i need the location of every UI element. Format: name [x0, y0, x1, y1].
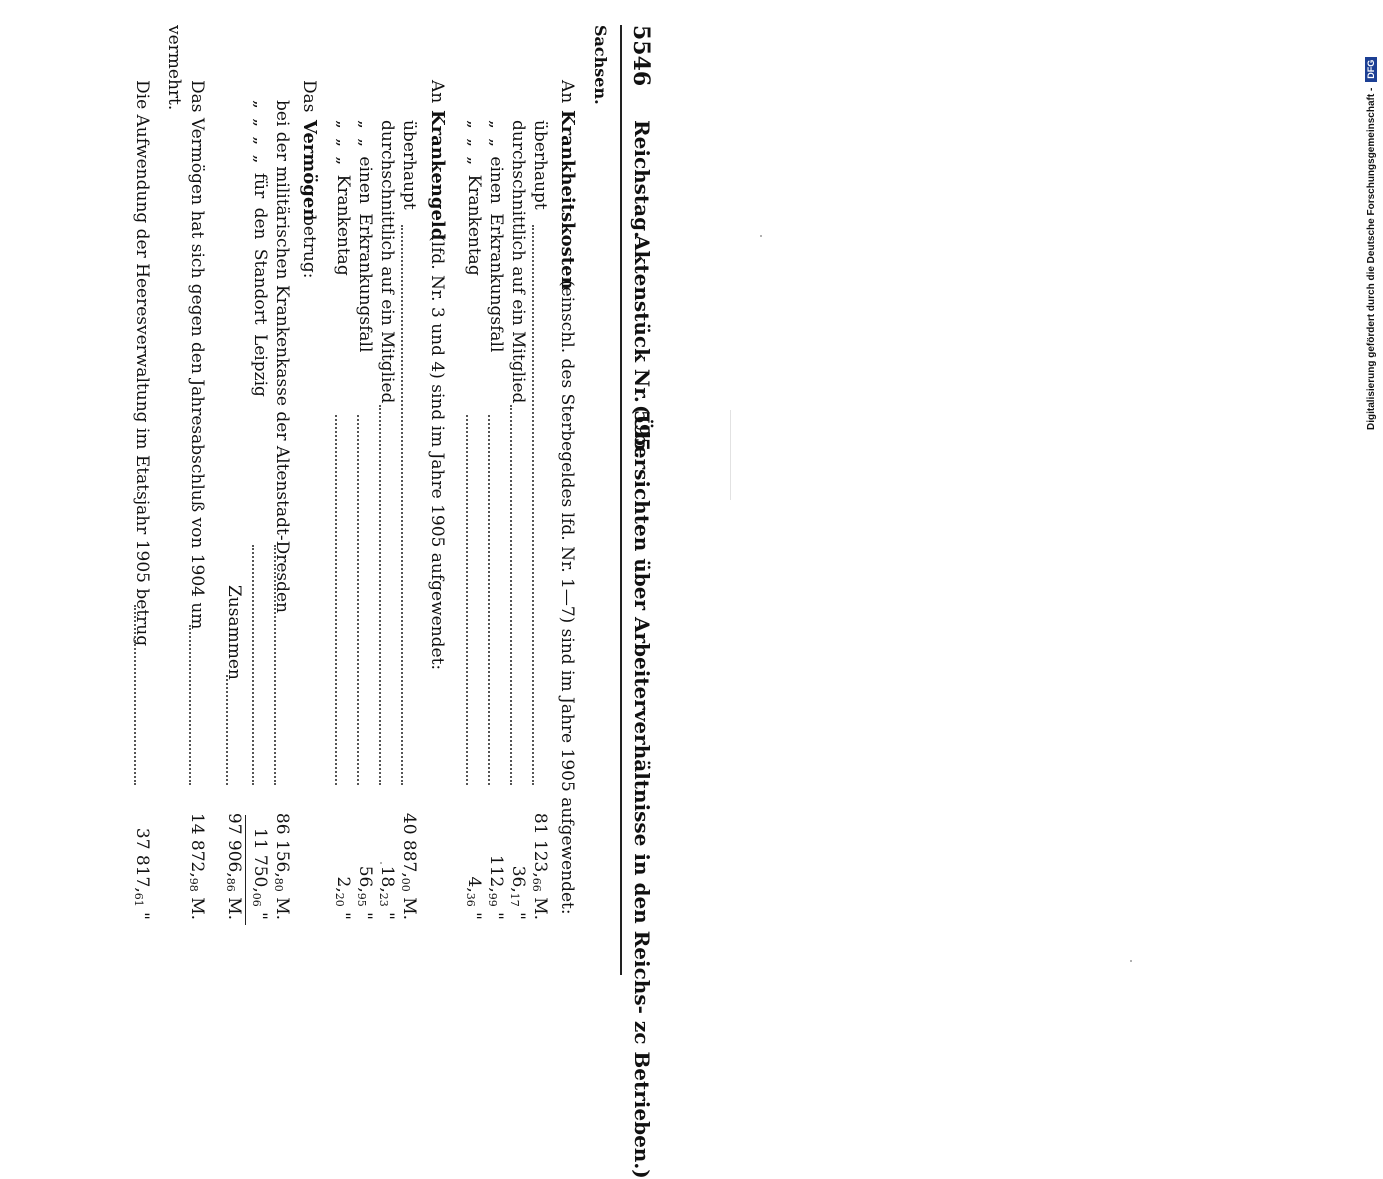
scan-speck: [380, 862, 382, 864]
closing-line-2-amount: 37 817,61 ": [132, 827, 152, 920]
document-page: [40, 25, 660, 1179]
krankheit-row-label: überhaupt: [530, 120, 550, 210]
krankengeld-row-label: „ „ „ Krankentag: [333, 120, 353, 276]
krankengeld-row-label: überhaupt: [399, 120, 419, 210]
krankengeld-row-label: durchschnittlich auf ein Mitglied: [377, 120, 397, 404]
krankheit-row-amount: 36,17 ": [508, 865, 528, 920]
closing-line-1: Das Vermögen hat sich gegen den Jahresabschluß von 1904 um: [187, 80, 207, 630]
leader-dots: [401, 225, 403, 785]
krankengeld-row-amount: 40 887,00 M.: [399, 812, 419, 920]
leader-dots: [357, 415, 359, 785]
running-title-reichstag: Reichstag.: [630, 120, 654, 239]
krankheit-row-label: „ „ „ Krankentag: [464, 120, 484, 276]
leader-dots: [488, 415, 490, 785]
closing-line-1-amount: 14 872,98 M.: [187, 812, 207, 920]
krankengeld-intro-bold: Krankengeld: [427, 110, 448, 241]
vermoegen-row-label: „ „ „ „ für den Standort Leipzig: [250, 100, 270, 397]
krankheit-row-amount: 81 123,66 M.: [530, 812, 550, 920]
leader-dots: [252, 545, 254, 785]
vermoegen-row-label: bei der militärischen Krankenkasse der Altenstadt-Dresden: [272, 100, 292, 614]
vermoegen-intro-bold: Vermögen: [299, 120, 320, 222]
page-number: 5546: [628, 25, 654, 87]
scan-artifact-line: [730, 410, 731, 500]
scan-speck: [760, 235, 762, 237]
vermoegen-total-amount: 97 906,86 M.: [224, 812, 244, 920]
credit-text: Digitalisierung gefördert durch die Deutsche Forschungsgemeinschaft -: [1365, 87, 1377, 430]
krankheit-row-amount: 4,36 ": [464, 876, 484, 920]
vermoegen-total-label: Zusammen: [224, 585, 244, 680]
leader-dots: [226, 675, 228, 785]
leader-dots: [274, 545, 276, 785]
leader-dots: [335, 415, 337, 785]
header-rule: [620, 25, 622, 975]
krankheit-row-label: „ „ einen Erkrankungsfall: [486, 120, 506, 353]
krankheit-intro-prefix: An: [557, 80, 577, 104]
krankheit-row-amount: 112,99 ": [486, 854, 506, 920]
running-title-aktenstueck: Aktenstück Nr. 595.: [630, 235, 654, 459]
closing-line-2: Die Aufwendung der Heeresverwaltung im Etatsjahr 1905 betrug: [132, 80, 152, 647]
leader-dots: [134, 605, 136, 785]
vermoegen-intro-prefix: Das: [299, 80, 319, 113]
krankheit-intro-bold: Krankheitskosten: [557, 110, 578, 290]
krankengeld-row-amount: 2,20 ": [333, 876, 353, 920]
leader-dots: [532, 225, 534, 785]
scan-speck: [1130, 960, 1132, 962]
leader-dots: [466, 415, 468, 785]
krankheit-row-label: durchschnittlich auf ein Mitglied: [508, 120, 528, 404]
vermoegen-row-amount: 11 750,06 ": [250, 827, 270, 920]
krankengeld-row-amount: 18,23 ": [377, 865, 397, 920]
closing-line-1-continuation: vermehrt.: [164, 25, 184, 111]
vermoegen-row-amount: 86 156,80 M.: [272, 812, 292, 920]
krankengeld-row-label: „ „ einen Erkrankungsfall: [355, 120, 375, 353]
krankengeld-intro-rest: (lfd. Nr. 3 und 4) sind im Jahre 1905 aufgewendet:: [427, 235, 447, 671]
krankengeld-row-amount: 56,95 ": [355, 865, 375, 920]
leader-dots: [189, 625, 191, 785]
section-label: Sachsen.: [591, 25, 610, 105]
digitization-credit: [1360, 10, 1383, 430]
krankheit-intro-rest: (einschl. des Sterbegeldes lfd. Nr. 1—7) sind im Jahre 1905 aufgewendet:: [557, 280, 577, 915]
vermoegen-intro-rest: betrug:: [299, 215, 319, 279]
leader-dots: [510, 405, 512, 785]
running-title-subject: (Übersichten über Arbeiterverhältnisse in den Reichs- zc Betrieben.): [630, 405, 654, 1179]
dfg-logo-icon: DFG: [1365, 57, 1377, 82]
krankengeld-intro-prefix: An: [427, 80, 447, 104]
leader-dots: [379, 405, 381, 785]
sum-rule: [245, 815, 246, 925]
